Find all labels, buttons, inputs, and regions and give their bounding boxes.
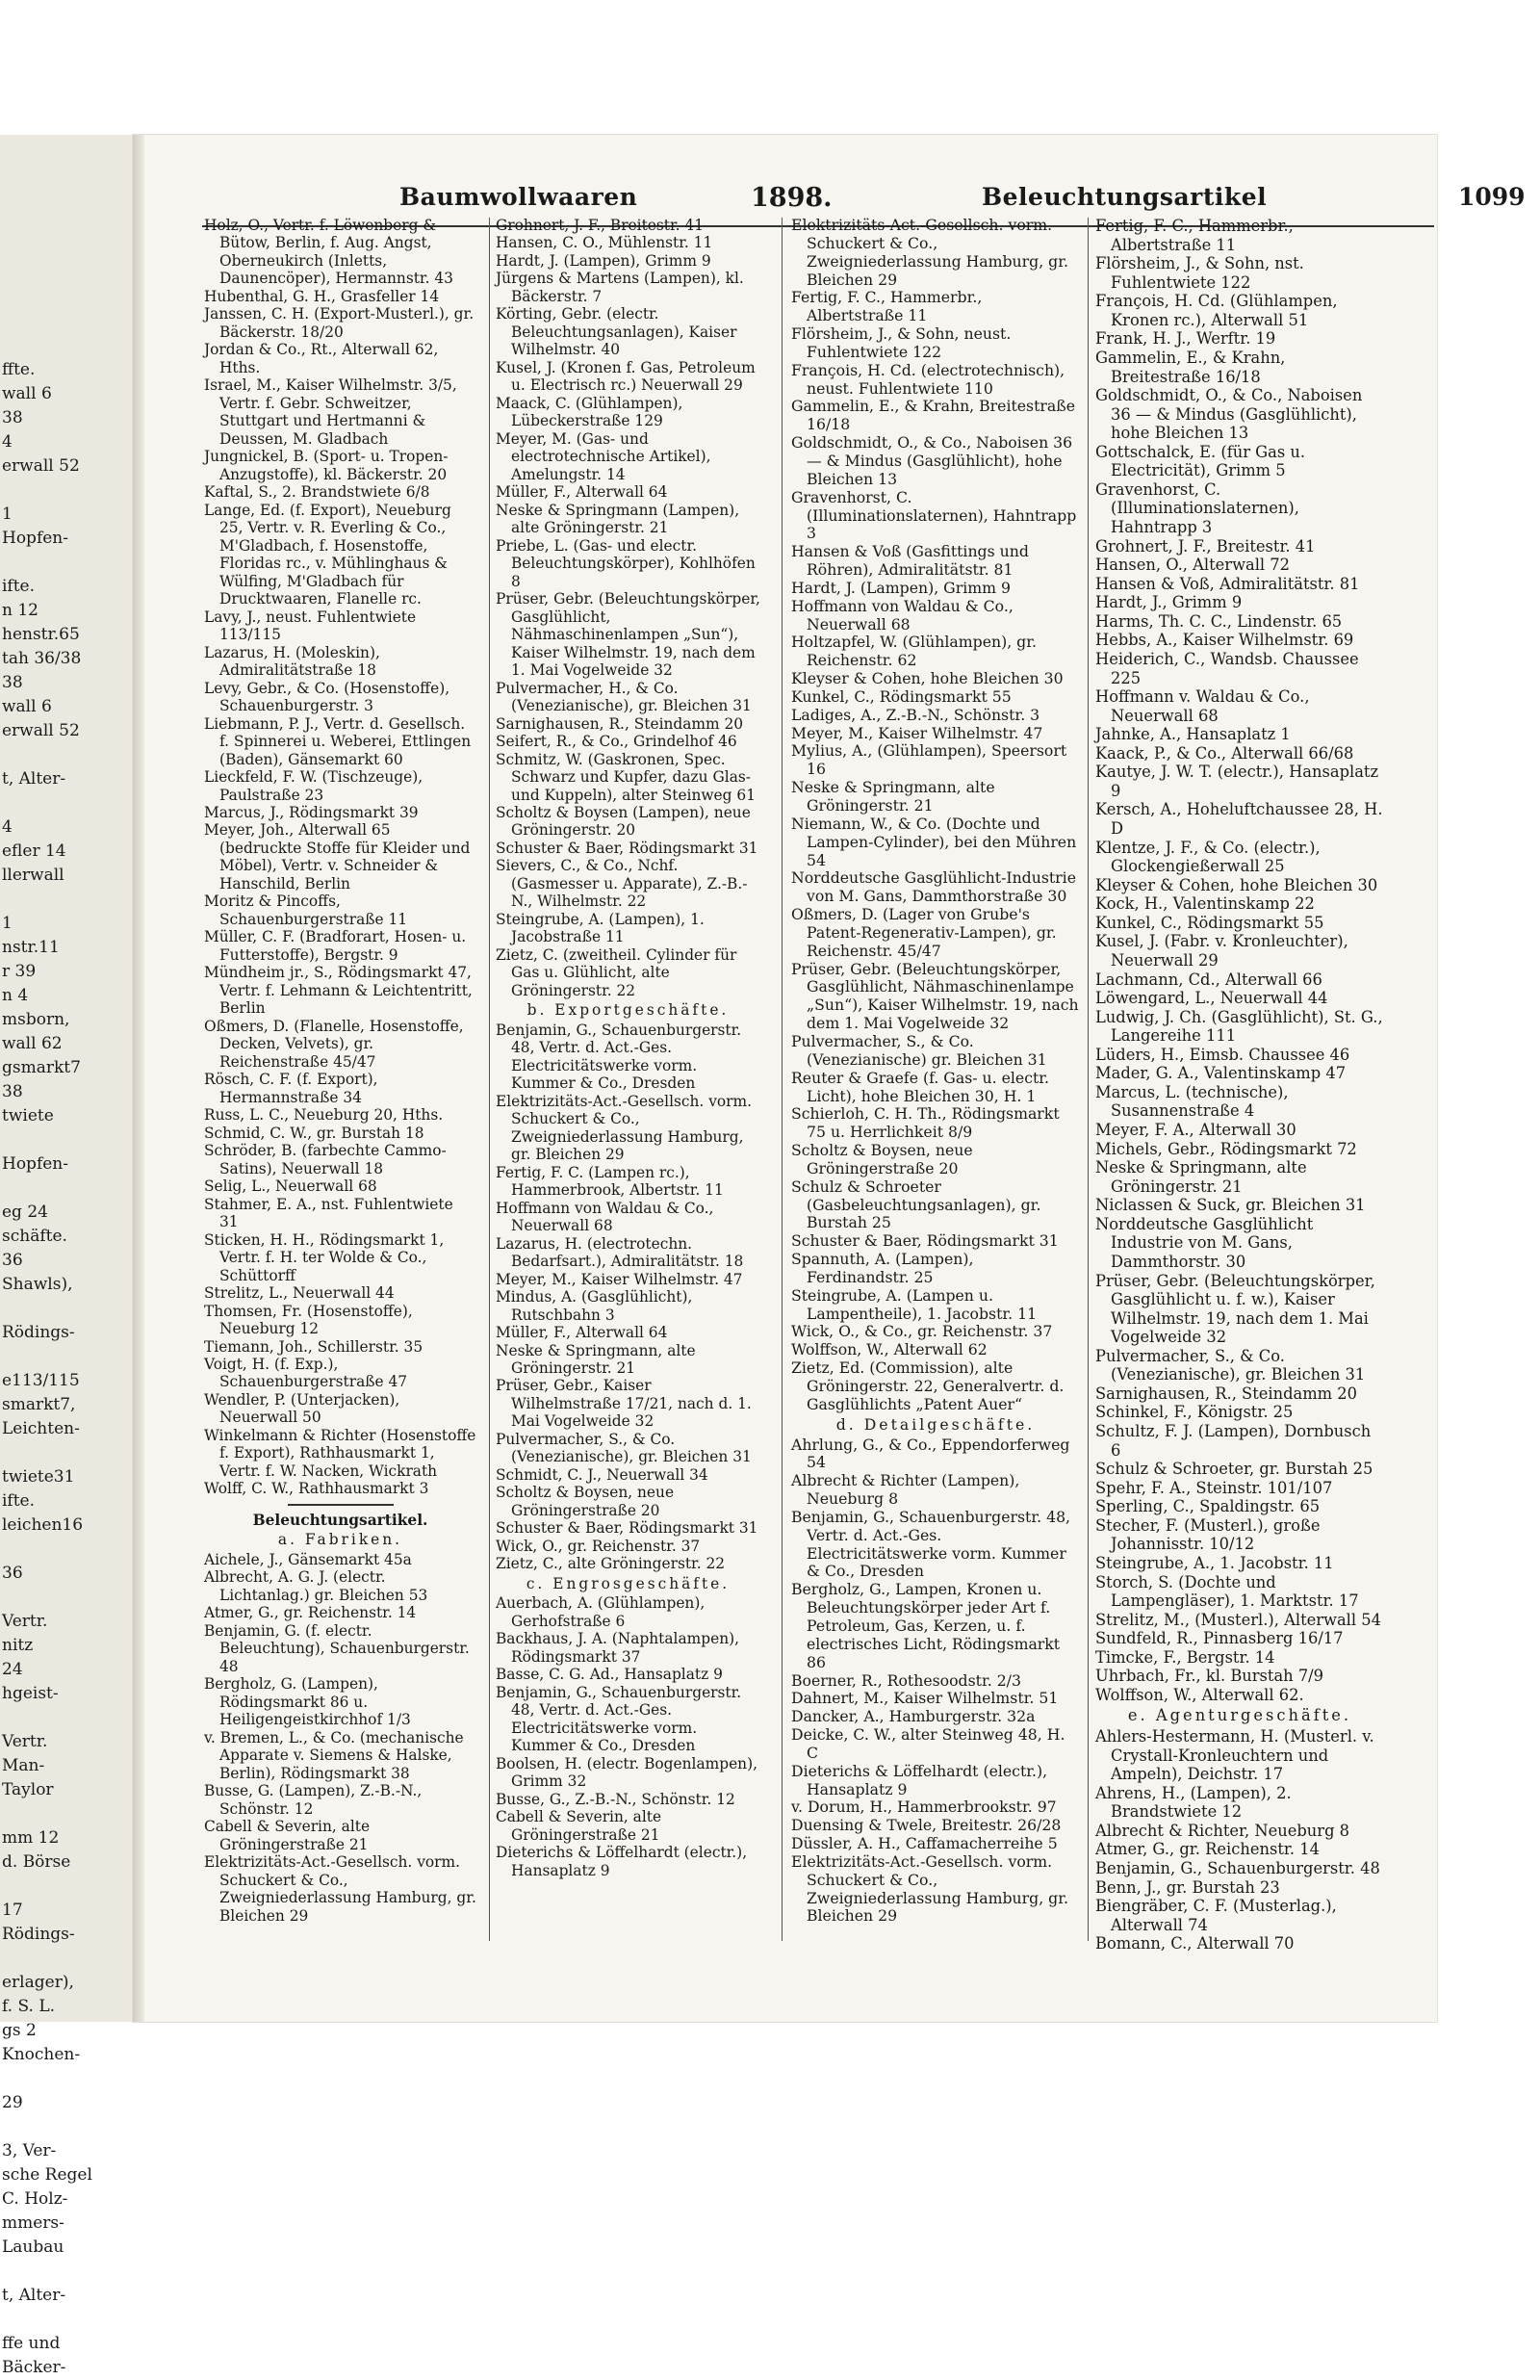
spine-fragment: wall 6 <box>2 384 52 403</box>
previous-page-edge <box>0 135 144 2377</box>
directory-entry: Pulvermacher, S., & Co. (Venezianische), gr. Bleichen 31 <box>496 1430 752 1466</box>
spine-fragment: ffe und <box>2 2334 61 2353</box>
directory-entry: Boolsen, H. (electr. Bogenlampen), Grimm 32 <box>496 1754 757 1791</box>
spine-fragment <box>0 1128 144 1152</box>
directory-entry: Hansen, C. O., Mühlenstr. 11 <box>496 234 713 252</box>
directory-entry: Sarnighausen, R., Steindamm 20 <box>1095 1384 1357 1403</box>
directory-entry: Strelitz, M., (Musterl.), Alterwall 54 <box>1095 1610 1381 1629</box>
page-number: 1099 <box>1458 183 1526 211</box>
directory-entry: Busse, G. (Lampen), Z.-B.-N., Schönstr. 12 <box>204 1782 423 1818</box>
spine-fragment: r 39 <box>2 962 37 981</box>
directory-entry: Auerbach, A. (Glühlampen), Gerhofstraße 6 <box>496 1594 706 1630</box>
spine-fragment: Rödings- <box>2 1925 75 1944</box>
directory-entry: Jordan & Co., Rt., Alterwall 62, Hths. <box>204 341 439 376</box>
spine-fragment: 29 <box>2 2093 23 2112</box>
directory-entry: Scholtz & Boysen (Lampen), neue Gröningerstr. 20 <box>496 803 751 840</box>
directory-entry: Wick, O., gr. Reichenstr. 37 <box>496 1537 701 1555</box>
directory-entry: Lavy, J., neust. Fuhlentwiete 113/115 <box>204 608 417 644</box>
spine-fragment: gs 2 <box>2 2021 37 2040</box>
directory-entry: Mündheim jr., S., Rödingsmarkt 47, Vertr. f. Lehmann & Leichtentritt, Berlin <box>204 964 473 1018</box>
spine-fragment <box>0 1586 144 1610</box>
directory-entry: Maack, C. (Glühlampen), Lübeckerstraße 129 <box>496 394 683 430</box>
directory-entry: Holz, O., Vertr. f. Löwenberg & Bütow, Berlin, f. Aug. Angst, Oberneukirch (Inletts, Daunencöper), Hermannstr. 43 <box>204 217 453 288</box>
directory-entry: Gottschalck, E. (für Gas u. Electricität), Grimm 5 <box>1095 442 1306 480</box>
directory-entry: Kaftal, S., 2. Brandstwiete 6/8 <box>204 483 430 502</box>
directory-entry: Zietz, C., alte Gröningerstr. 22 <box>496 1555 726 1573</box>
column-2 <box>496 217 760 1879</box>
column-4 <box>1095 217 1384 1953</box>
spine-fragment: Vertr. <box>2 1732 48 1751</box>
directory-entry: Kleyser & Cohen, hohe Bleichen 30 <box>1095 875 1378 894</box>
directory-entry: Kautye, J. W. T. (electr.), Hansaplatz 9 <box>1095 763 1379 800</box>
spine-fragment: erwall 52 <box>2 456 80 476</box>
column-divider <box>782 218 783 1941</box>
spine-fragment: 4 <box>2 817 13 837</box>
column-divider <box>1088 218 1089 1941</box>
directory-entry: Kusel, J. (Kronen f. Gas, Petroleum u. Electrisch rc.) Neuerwall 29 <box>496 358 756 395</box>
directory-entry: Sievers, C., & Co., Nchf. (Gasmesser u. Apparate), Z.-B.-N., Wilhelmstr. 22 <box>496 857 748 911</box>
directory-entry: Grohnert, J. F., Breitestr. 41 <box>1095 536 1316 556</box>
header-left-title: Baumwollwaaren <box>399 183 638 211</box>
spine-fragment: t, Alter- <box>2 769 66 789</box>
spine-fragment: wall 62 <box>2 1034 63 1053</box>
directory-entry: Schuster & Baer, Rödingsmarkt 31 <box>791 1231 1059 1251</box>
directory-entry: Wendler, P. (Unterjacken), Neuerwall 50 <box>204 1390 400 1427</box>
directory-entry: Ladiges, A., Z.-B.-N., Schönstr. 3 <box>791 705 1040 724</box>
directory-entry: Neske & Springmann, alte Gröningerstr. 21 <box>1095 1158 1307 1196</box>
section-heading: Beleuchtungsartikel. <box>252 1511 428 1529</box>
directory-entry: Timcke, F., Bergstr. 14 <box>1095 1647 1275 1667</box>
spine-fragment: Leichten- <box>2 1419 80 1438</box>
column-1 <box>204 217 476 1925</box>
directory-entry: Elektrizitäts-Act.-Gesellsch. vorm. Schuckert & Co., Zweigniederlassung Hamburg, gr. Bleichen 29 <box>791 216 1068 289</box>
directory-entry: Flörsheim, J., & Sohn, neust. Fuhlentwiete 122 <box>791 324 1012 361</box>
spine-fragment: henstr.65 <box>2 625 80 644</box>
directory-entry: Priebe, L. (Gas- und electr. Beleuchtungskörper), Kohlhöfen 8 <box>496 536 756 590</box>
header-year: 1898. <box>751 183 833 213</box>
directory-entry: Gravenhorst, C. (Illuminationslaternen), Hahntrapp 3 <box>791 487 1077 543</box>
directory-entry: Tiemann, Joh., Schillerstr. 35 <box>204 1337 424 1356</box>
directory-entry: Hoffmann von Waldau & Co., Neuerwall 68 <box>496 1199 714 1235</box>
directory-entry: Basse, C. G. Ad., Hansaplatz 9 <box>496 1666 723 1684</box>
spine-fragment: nitz <box>2 1636 34 1655</box>
subsection-heading: e. Agenturgeschäfte. <box>1127 1706 1352 1725</box>
directory-entry: Mader, G. A., Valentinskamp 47 <box>1095 1064 1347 1083</box>
directory-entry: Liebmann, P. J., Vertr. d. Gesellsch. f. Spinnerei u. Weberei, Ettlingen (Baden), Gänsemarkt 60 <box>204 714 472 768</box>
directory-entry: Lachmann, Cd., Alterwall 66 <box>1095 970 1322 989</box>
directory-entry: Spehr, F. A., Steinstr. 101/107 <box>1095 1478 1333 1497</box>
directory-entry: Holtzapfel, W. (Glühlampen), gr. Reichenstr. 62 <box>791 633 1037 670</box>
spine-fragment: hgeist- <box>2 1684 59 1703</box>
directory-entry: Schultz, F. J. (Lampen), Dornbusch 6 <box>1095 1422 1372 1460</box>
directory-entry: Lazarus, H. (Moleskin), Admiralitätstraße 18 <box>204 643 380 680</box>
column-3 <box>791 217 1080 1926</box>
spine-fragment: leichen16 <box>2 1515 84 1535</box>
directory-entry: Winkelmann & Richter (Hosenstoffe f. Export), Rathhausmarkt 1, Vertr. f. W. Nacken, Wickrath <box>204 1426 476 1480</box>
spine-fragment: Taylor <box>2 1780 54 1799</box>
directory-entry: Lazarus, H. (electrotechn. Bedarfsart.), Admiralitätstr. 18 <box>496 1234 744 1271</box>
page-gutter <box>133 135 144 2022</box>
spine-fragment: Laubau <box>2 2238 64 2257</box>
directory-entry: Uhrbach, Fr., kl. Burstah 7/9 <box>1095 1667 1324 1686</box>
directory-entry: Biengräber, C. F. (Musterlag.), Alterwall 74 <box>1095 1897 1337 1934</box>
directory-entry: Aichele, J., Gänsemarkt 45a <box>204 1550 412 1568</box>
directory-entry: Jungnickel, B. (Sport- u. Tropen-Anzugstoffe), kl. Bäckerstr. 20 <box>204 448 449 483</box>
directory-entry: Meyer, M. (Gas- und electrotechnische Artikel), Amelungstr. 14 <box>496 429 711 483</box>
directory-entry: Spannuth, A. (Lampen), Ferdinandstr. 25 <box>791 1250 974 1286</box>
spine-fragment <box>0 2308 144 2332</box>
directory-entry: Elektrizitäts-Act.-Gesellsch. vorm. Schuckert & Co., Zweigniederlassung Hamburg, gr. Bleichen 29 <box>791 1851 1068 1926</box>
directory-entry: Ahlers-Hestermann, H. (Musterl. v. Crystall-Kronleuchtern und Ampeln), Deichstr. 17 <box>1095 1727 1374 1784</box>
spine-fragment: Shawls), <box>2 1275 73 1294</box>
directory-entry: Benjamin, G., Schauenburgerstr. 48, Vertr. d. Act.-Ges. Electricitätswerke vorm. Kummer & Co., Dresden <box>496 1021 742 1093</box>
directory-entry: Müller, F., Alterwall 64 <box>496 483 668 502</box>
spine-fragment <box>0 2067 144 2091</box>
directory-entry: Schulz & Schroeter (Gasbeleuchtungsanlagen), gr. Burstah 25 <box>791 1177 1041 1232</box>
spine-fragment: schäfte. <box>2 1227 67 1246</box>
directory-entry: Lange, Ed. (f. Export), Neueburg 25, Vertr. v. R. Everling & Co., M'Gladbach, f. Hosenstoffe, Floridas rc., v. Mühlinghaus & Wülfing, M'Gladbach für Drucktwaaren, Flanelle rc. <box>204 501 451 608</box>
spine-fragment: mm 12 <box>2 1828 60 1848</box>
subsection-heading: b. Exportgeschäfte. <box>526 1001 730 1020</box>
directory-entry: Ludwig, J. Ch. (Gasglühlicht), St. G., Langereihe 111 <box>1095 1007 1383 1046</box>
directory-entry: Hansen & Voß (Gasfittings und Röhren), Admiralitätstr. 81 <box>791 542 1029 580</box>
directory-entry: Hoffmann von Waldau & Co., Neuerwall 68 <box>791 596 1014 634</box>
directory-entry: Hoffmann v. Waldau & Co., Neuerwall 68 <box>1095 687 1310 725</box>
spine-fragment: msborn, <box>2 1010 70 1029</box>
directory-entry: Atmer, G., gr. Reichenstr. 14 <box>1095 1840 1320 1859</box>
spine-fragment: f. S. L. <box>2 1997 56 2016</box>
directory-entry: Norddeutsche Gasglühlicht Industrie von M. Gans, Dammthorstr. 30 <box>1095 1214 1314 1271</box>
directory-entry: Elektrizitäts-Act.-Gesellsch. vorm. Schuckert & Co., Zweigniederlassung Hamburg, gr. Bleichen 29 <box>204 1853 476 1925</box>
directory-entry: Benn, J., gr. Burstah 23 <box>1095 1877 1280 1897</box>
directory-entry: Heiderich, C., Wandsb. Chaussee 225 <box>1095 649 1359 687</box>
directory-entry: Löwengard, L., Neuerwall 44 <box>1095 989 1328 1008</box>
directory-entry: Flörsheim, J., & Sohn, nst. Fuhlentwiete 122 <box>1095 254 1304 292</box>
directory-entry: Norddeutsche Gasglühlicht-Industrie von M. Gans, Dammthorstraße 30 <box>791 868 1076 906</box>
directory-entry: Schröder, B. (farbechte Cammo-Satins), Neuerwall 18 <box>204 1142 447 1177</box>
directory-entry: Dancker, A., Hamburgerstr. 32a <box>791 1707 1036 1726</box>
spine-fragment: 38 <box>2 1082 23 1101</box>
spine-fragment: 24 <box>2 1660 23 1679</box>
directory-entry: Gammelin, E., & Krahn, Breitestraße 16/18 <box>1095 348 1286 386</box>
directory-entry: Janssen, C. H. (Export-Musterl.), gr. Bäckerstr. 18/20 <box>204 305 475 341</box>
directory-entry: Müller, C. F. (Bradforart, Hosen- u. Futterstoffe), Bergstr. 9 <box>204 928 467 964</box>
spine-fragment <box>0 1706 144 1730</box>
directory-entry: Cabell & Severin, alte Gröningerstraße 21 <box>496 1808 662 1844</box>
spine-fragment: 4 <box>2 432 13 452</box>
directory-entry: François, H. Cd. (electrotechnisch), neust. Fuhlentwiete 110 <box>791 360 1065 398</box>
directory-entry: Levy, Gebr., & Co. (Hosenstoffe), Schauenburgerstr. 3 <box>204 679 450 715</box>
directory-entry: Selig, L., Neuerwall 68 <box>204 1177 377 1196</box>
directory-entry: Goldschmidt, O., & Co., Naboisen 36 — & Mindus (Gasglühlicht), hohe Bleichen 13 <box>791 433 1073 488</box>
spine-fragment: n 4 <box>2 986 29 1005</box>
spine-fragment: gsmarkt7 <box>2 1058 81 1077</box>
directory-entry: Stecher, F. (Musterl.), große Johannisstr. 10/12 <box>1095 1515 1321 1554</box>
directory-entry: Pulvermacher, S., & Co. (Venezianische), gr. Bleichen 31 <box>1095 1346 1366 1384</box>
directory-entry: Gammelin, E., & Krahn, Breitestraße 16/18 <box>791 397 1076 434</box>
directory-entry: Cabell & Severin, alte Gröningerstraße 21 <box>204 1818 371 1853</box>
directory-entry: Hansen, O., Alterwall 72 <box>1095 556 1291 575</box>
directory-entry: Schuster & Baer, Rödingsmarkt 31 <box>496 839 758 857</box>
directory-entry: Thomsen, Fr. (Hosenstoffe), Neueburg 12 <box>204 1302 413 1338</box>
directory-entry: Israel, M., Kaiser Wilhelmstr. 3/5, Vertr. f. Gebr. Schweitzer, Stuttgart und Hertmanni & Deussen, M. Gladbach <box>204 376 457 448</box>
spine-fragment <box>0 479 144 503</box>
directory-entry: Sundfeld, R., Pinnasberg 16/17 <box>1095 1629 1344 1648</box>
directory-entry: Kleyser & Cohen, hohe Bleichen 30 <box>791 669 1064 688</box>
directory-entry: Zietz, Ed. (Commission), alte Gröningerstr. 22, Generalvertr. d. Gasglühlichts „Patent Auer“ <box>791 1358 1065 1413</box>
spine-fragment: Man- <box>2 1756 45 1775</box>
directory-entry: Bomann, C., Alterwall 70 <box>1095 1934 1295 1953</box>
spine-fragment: 1 <box>2 914 13 933</box>
section-rule <box>288 1504 394 1506</box>
directory-entry: Deicke, C. W., alter Steinweg 48, H. C <box>791 1725 1065 1762</box>
spine-fragment: 1 <box>2 504 13 524</box>
spine-fragment: Hopfen- <box>2 1154 68 1174</box>
spine-fragment <box>0 1802 144 1826</box>
directory-entry: Elektrizitäts-Act.-Gesellsch. vorm. Schuckert & Co., Zweigniederlassung Hamburg, gr. Bleichen 29 <box>496 1092 753 1164</box>
directory-entry: Meyer, F. A., Alterwall 30 <box>1095 1121 1296 1139</box>
directory-entry: Schierloh, C. H. Th., Rödingsmarkt 75 u. Herrlichkeit 8/9 <box>791 1104 1060 1142</box>
directory-entry: Schmitz, W. (Gaskronen, Spec. Schwarz und Kupfer, dazu Glas- und Kuppeln), alter Steinweg 61 <box>496 750 756 804</box>
spine-fragment <box>0 1441 144 1465</box>
subsection-heading: c. Engrosgeschäfte. <box>526 1574 731 1592</box>
directory-entry: Prüser, Gebr. (Beleuchtungskörper, Gasglühlicht, Nähmaschinenlampen „Sun“), Kaiser Wilhelmstr. 19, nach dem 1. Mai Vogelweide 32 <box>496 590 760 680</box>
spine-fragment: 36 <box>2 1251 23 1270</box>
directory-entry: Scholtz & Boysen, neue Gröningerstraße 20 <box>791 1141 973 1177</box>
directory-entry: Busse, G., Z.-B.-N., Schönstr. 12 <box>496 1790 735 1808</box>
directory-entry: Mindus, A. (Gasglühlicht), Rutschbahn 3 <box>496 1288 693 1324</box>
directory-entry: Kunkel, C., Rödingsmarkt 55 <box>791 686 1012 706</box>
directory-entry: Harms, Th. C. C., Lindenstr. 65 <box>1095 611 1343 631</box>
directory-entry: Scholtz & Boysen, neue Gröningerstraße 20 <box>496 1484 675 1519</box>
spine-fragment <box>0 743 144 767</box>
directory-entry: Grohnert, J. F., Breitestr. 41 <box>496 217 704 234</box>
spine-fragment: efler 14 <box>2 841 66 861</box>
spine-fragment: d. Börse <box>2 1852 71 1872</box>
directory-entry: Boerner, R., Rothesoodstr. 2/3 <box>791 1670 1021 1690</box>
spine-fragment: twiete <box>2 1106 54 1125</box>
directory-entry: Fertig, F. C., Hammerbr., Albertstraße 11 <box>1095 217 1294 254</box>
directory-entry: Prüser, Gebr. (Beleuchtungskörper, Gasglühlicht u. f. w.), Kaiser Wilhelmstr. 19, nach dem 1. Mai Vogelweide 32 <box>1095 1271 1375 1347</box>
spine-fragment: 17 <box>2 1901 23 1920</box>
directory-entry: Schmidt, C. J., Neuerwall 34 <box>496 1465 708 1484</box>
spine-fragment: erwall 52 <box>2 721 80 740</box>
directory-entry: Sperling, C., Spaldingstr. 65 <box>1095 1497 1321 1516</box>
spine-fragment <box>0 2115 144 2139</box>
directory-entry: Schmid, C. W., gr. Burstah 18 <box>204 1124 424 1142</box>
directory-entry: Benjamin, G., Schauenburgerstr. 48 <box>1095 1858 1380 1877</box>
directory-entry: Mylius, A., (Glühlampen), Speersort 16 <box>791 741 1067 779</box>
directory-entry: Meyer, M., Kaiser Wilhelmstr. 47 <box>496 1270 743 1288</box>
directory-entry: Seifert, R., & Co., Grindelhof 46 <box>496 733 737 751</box>
directory-entry: Albrecht, A. G. J. (electr. Lichtanlag.) gr. Bleichen 53 <box>204 1568 428 1604</box>
spine-fragment <box>0 888 144 912</box>
directory-entry: Gravenhorst, C. (Illuminationslaternen), Hahntrapp 3 <box>1095 479 1299 536</box>
directory-entry: Neske & Springmann (Lampen), alte Gröningerstr. 21 <box>496 501 740 537</box>
directory-entry: Kock, H., Valentinskamp 22 <box>1095 894 1315 914</box>
directory-entry: Bergholz, G., Lampen, Kronen u. Beleuchtungskörper jeder Art f. Petroleum, Gas, Kerzen, u. f. electrisches Licht, Rödingsmarkt 86 <box>791 1580 1061 1671</box>
directory-entry: Hubenthal, G. H., Grasfeller 14 <box>204 287 440 305</box>
directory-entry: Fertig, F. C., Hammerbr., Albertstraße 11 <box>791 288 983 325</box>
directory-entry: Kunkel, C., Rödingsmarkt 55 <box>1095 913 1324 932</box>
directory-entry: Albrecht & Richter, Neueburg 8 <box>1095 1821 1350 1840</box>
directory-entry: Prüser, Gebr., Kaiser Wilhelmstraße 17/21, nach d. 1. Mai Vogelweide 32 <box>496 1377 752 1431</box>
directory-entry: Hebbs, A., Kaiser Wilhelmstr. 69 <box>1095 631 1354 650</box>
directory-entry: Duensing & Twele, Breitestr. 26/28 <box>791 1816 1062 1835</box>
directory-entry: v. Bremen, L., & Co. (mechanische Apparate v. Siemens & Halske, Berlin), Rödingsmarkt 38 <box>204 1728 464 1782</box>
directory-entry: Atmer, G., gr. Reichenstr. 14 <box>204 1604 417 1622</box>
spine-fragment <box>0 791 144 815</box>
directory-entry: Körting, Gebr. (electr. Beleuchtungsanlagen), Kaiser Wilhelmstr. 40 <box>496 305 737 359</box>
subsection-heading: d. Detailgeschäfte. <box>835 1414 1036 1434</box>
directory-entry: Sticken, H. H., Rödingsmarkt 1, Vertr. f. H. ter Wolde & Co., Schüttorff <box>204 1230 445 1284</box>
spine-fragment: ifte. <box>2 577 36 596</box>
directory-entry: Russ, L. C., Neueburg 20, Hths. <box>204 1106 444 1125</box>
directory-entry: Steingrube, A., 1. Jacobstr. 11 <box>1095 1553 1334 1572</box>
directory-entry: Sarnighausen, R., Steindamm 20 <box>496 714 744 733</box>
directory-entry: François, H. Cd. (Glühlampen, Kronen rc.), Alterwall 51 <box>1095 292 1338 329</box>
directory-entry: Niclassen & Suck, gr. Bleichen 31 <box>1095 1196 1366 1215</box>
spine-fragment: 36 <box>2 1564 23 1583</box>
column-divider <box>489 218 490 1941</box>
subsection-heading: a. Fabriken. <box>277 1531 403 1549</box>
spine-fragment: mmers- <box>2 2213 64 2233</box>
spine-fragment <box>0 1297 144 1321</box>
directory-entry: v. Dorum, H., Hammerbrookstr. 97 <box>791 1798 1057 1817</box>
directory-entry: Lüders, H., Eimsb. Chaussee 46 <box>1095 1045 1350 1064</box>
directory-entry: Dahnert, M., Kaiser Wilhelmstr. 51 <box>791 1689 1059 1708</box>
directory-entry: Pulvermacher, H., & Co. (Venezianische), gr. Bleichen 31 <box>496 679 752 715</box>
directory-entry: Kaack, P., & Co., Alterwall 66/68 <box>1095 743 1354 763</box>
directory-entry: Ahrlung, G., & Co., Eppendorferweg 54 <box>791 1435 1070 1472</box>
spine-fragment: Knochen- <box>2 2045 81 2064</box>
directory-entry: Zietz, C. (zweitheil. Cylinder für Gas u. Glühlicht, alte Gröningerstr. 22 <box>496 945 737 999</box>
directory-entry: Neske & Springmann, alte Gröningerstr. 21 <box>791 778 995 815</box>
directory-entry: Steingrube, A. (Lampen u. Lampentheile), 1. Jacobstr. 11 <box>791 1285 1038 1323</box>
directory-entry: Hardt, J. (Lampen), Grimm 9 <box>496 251 711 270</box>
directory-entry: Reuter & Graefe (f. Gas- u. electr. Licht), hohe Bleichen 30, H. 1 <box>791 1068 1050 1105</box>
directory-entry: Wolff, C. W., Rathhausmarkt 3 <box>204 1480 429 1498</box>
directory-entry: Schuster & Baer, Rödingsmarkt 31 <box>496 1519 758 1538</box>
spine-fragment <box>0 1177 144 1201</box>
directory-entry: Benjamin, G. (f. electr. Beleuchtung), Schauenburgerstr. 48 <box>204 1621 470 1675</box>
directory-entry: Strelitz, L., Neuerwall 44 <box>204 1284 395 1303</box>
directory-entry: Michels, Gebr., Rödingsmarkt 72 <box>1095 1139 1357 1158</box>
spine-fragment: Bäcker- <box>2 2358 66 2377</box>
spine-fragment: t, Alter- <box>2 2286 66 2305</box>
spine-fragment: ffte. <box>2 360 36 379</box>
directory-entry: Pulvermacher, S., & Co. (Venezianische) gr. Bleichen 31 <box>791 1031 1047 1069</box>
directory-entry: Fertig, F. C. (Lampen rc.), Hammerbrook, Albertstr. 11 <box>496 1163 724 1200</box>
directory-entry: Wolffson, W., Alterwall 62 <box>791 1340 988 1359</box>
directory-entry: Marcus, L. (technische), Susannenstraße 4 <box>1095 1082 1289 1121</box>
spine-fragment: e113/115 <box>2 1371 80 1390</box>
directory-entry: Moritz & Pincoffs, Schauenburgerstraße 11 <box>204 892 408 928</box>
spine-fragment <box>0 551 144 575</box>
spine-fragment: wall 6 <box>2 697 52 716</box>
spine-fragment: erlager), <box>2 1973 74 1992</box>
spine-fragment <box>0 1875 144 1899</box>
directory-entry: Klentze, J. F., & Co. (electr.), Glockengießerwall 25 <box>1095 838 1321 876</box>
directory-entry: Steingrube, A. (Lampen), 1. Jacobstraße 11 <box>496 910 705 946</box>
spine-fragment: twiete31 <box>2 1467 75 1487</box>
directory-entry: Wolffson, W., Alterwall 62. <box>1095 1685 1304 1704</box>
directory-entry: Oßmers, D. (Lager von Grube's Patent-Regenerativ-Lampen), gr. Reichenstr. 45/47 <box>791 905 1057 960</box>
directory-entry: Prüser, Gebr. (Beleuchtungskörper, Gasglühlicht, Nähmaschinenlampe „Sun“), Kaiser Wilhelmstr. 19, nach dem 1. Mai Vogelweide 32 <box>791 959 1079 1033</box>
spine-fragment: n 12 <box>2 601 38 620</box>
spine-fragment: llerwall <box>2 866 64 885</box>
directory-entry: Meyer, M., Kaiser Wilhelmstr. 47 <box>791 723 1043 742</box>
spine-fragment <box>0 1345 144 1369</box>
directory-entry: Frank, H. J., Werftr. 19 <box>1095 329 1276 349</box>
spine-fragment: sche Regel <box>2 2165 92 2185</box>
header-right-title: Beleuchtungsartikel <box>982 183 1268 211</box>
directory-entry: Düssler, A. H., Caffamacherreihe 5 <box>791 1834 1058 1853</box>
spine-fragment: 3, Ver- <box>2 2141 57 2160</box>
spine-fragment: Vertr. <box>2 1612 48 1631</box>
directory-entry: Wick, O., & Co., gr. Reichenstr. 37 <box>791 1322 1053 1341</box>
directory-entry: Meyer, Joh., Alterwall 65 (bedruckte Stoffe für Kleider und Möbel), Vertr. v. Schneider & Hanschild, Berlin <box>204 821 471 892</box>
directory-entry: Rösch, C. F. (f. Export), Hermannstraße 34 <box>204 1071 378 1106</box>
directory-entry: Storch, S. (Dochte und Lampengläser), 1. Marktstr. 17 <box>1095 1572 1359 1611</box>
directory-entry: Kusel, J. (Fabr. v. Kronleuchter), Neuerwall 29 <box>1095 932 1348 970</box>
directory-entry: Neske & Springmann, alte Gröningerstr. 21 <box>496 1341 696 1377</box>
directory-entry: Bergholz, G. (Lampen), Rödingsmarkt 86 u. Heiligengeistkirchhof 1/3 <box>204 1675 411 1729</box>
directory-entry: Dieterichs & Löffelhardt (electr.), Hansaplatz 9 <box>791 1761 1048 1798</box>
spine-fragment: C. Holz- <box>2 2189 68 2209</box>
directory-entry: Hardt, J. (Lampen), Grimm 9 <box>791 578 1011 597</box>
directory-entry: Voigt, H. (f. Exp.), Schauenburgerstraße 47 <box>204 1356 408 1391</box>
directory-entry: Stahmer, E. A., nst. Fuhlentwiete 31 <box>204 1195 453 1231</box>
spine-fragment: 38 <box>2 408 23 427</box>
directory-entry: Schulz & Schroeter, gr. Burstah 25 <box>1095 1460 1373 1479</box>
spine-fragment: Hopfen- <box>2 529 68 548</box>
directory-entry: Marcus, J., Rödingsmarkt 39 <box>204 803 419 821</box>
directory-entry: Müller, F., Alterwall 64 <box>496 1324 668 1342</box>
directory-entry: Hardt, J., Grimm 9 <box>1095 593 1243 612</box>
directory-entry: Kersch, A., Hoheluftchaussee 28, H. D <box>1095 800 1383 838</box>
spine-fragment <box>0 1947 144 1971</box>
spine-fragment: nstr.11 <box>2 938 60 957</box>
directory-entry: Niemann, W., & Co. (Dochte und Lampen-Cylinder), bei den Mühren 54 <box>791 814 1077 869</box>
directory-entry: Goldschmidt, O., & Co., Naboisen 36 — & Mindus (Gasglühlicht), hohe Bleichen 13 <box>1095 386 1363 443</box>
directory-entry: Lieckfeld, F. W. (Tischzeuge), Paulstraße 23 <box>204 768 424 804</box>
directory-entry: Jahnke, A., Hansaplatz 1 <box>1095 725 1291 744</box>
directory-entry: Benjamin, G., Schauenburgerstr. 48, Vertr. d. Act.-Ges. Electricitätswerke vorm. Kummer & Co., Dresden <box>791 1507 1071 1581</box>
spine-fragment: tah 36/38 <box>2 649 82 668</box>
spine-fragment <box>0 2260 144 2284</box>
directory-entry: Backhaus, J. A. (Naphtalampen), Rödingsmarkt 37 <box>496 1630 740 1666</box>
directory-entry: Jürgens & Martens (Lampen), kl. Bäckerstr. 7 <box>496 270 744 305</box>
spine-fragment: ifte. <box>2 1491 36 1511</box>
spine-fragment: eg 24 <box>2 1203 48 1222</box>
directory-entry: Dieterichs & Löffelhardt (electr.), Hansaplatz 9 <box>496 1844 748 1879</box>
spine-fragment <box>0 1538 144 1562</box>
spine-fragment: smarkt7, <box>2 1395 76 1414</box>
directory-entry: Benjamin, G., Schauenburgerstr. 48, Vertr. d. Act.-Ges. Electricitätswerke vorm. Kummer & Co., Dresden <box>496 1683 742 1755</box>
directory-entry: Hansen & Voß, Admiralitätstr. 81 <box>1095 574 1360 593</box>
spine-fragment: Rödings- <box>2 1323 75 1342</box>
directory-entry: Schinkel, F., Königstr. 25 <box>1095 1403 1294 1422</box>
directory-entry: Albrecht & Richter (Lampen), Neueburg 8 <box>791 1471 1020 1509</box>
directory-entry: Oßmers, D. (Flanelle, Hosenstoffe, Decken, Velvets), gr. Reichenstraße 45/47 <box>204 1017 464 1071</box>
directory-entry: Ahrens, H., (Lampen), 2. Brandstwiete 12 <box>1095 1783 1292 1822</box>
spine-fragment: 38 <box>2 673 23 692</box>
